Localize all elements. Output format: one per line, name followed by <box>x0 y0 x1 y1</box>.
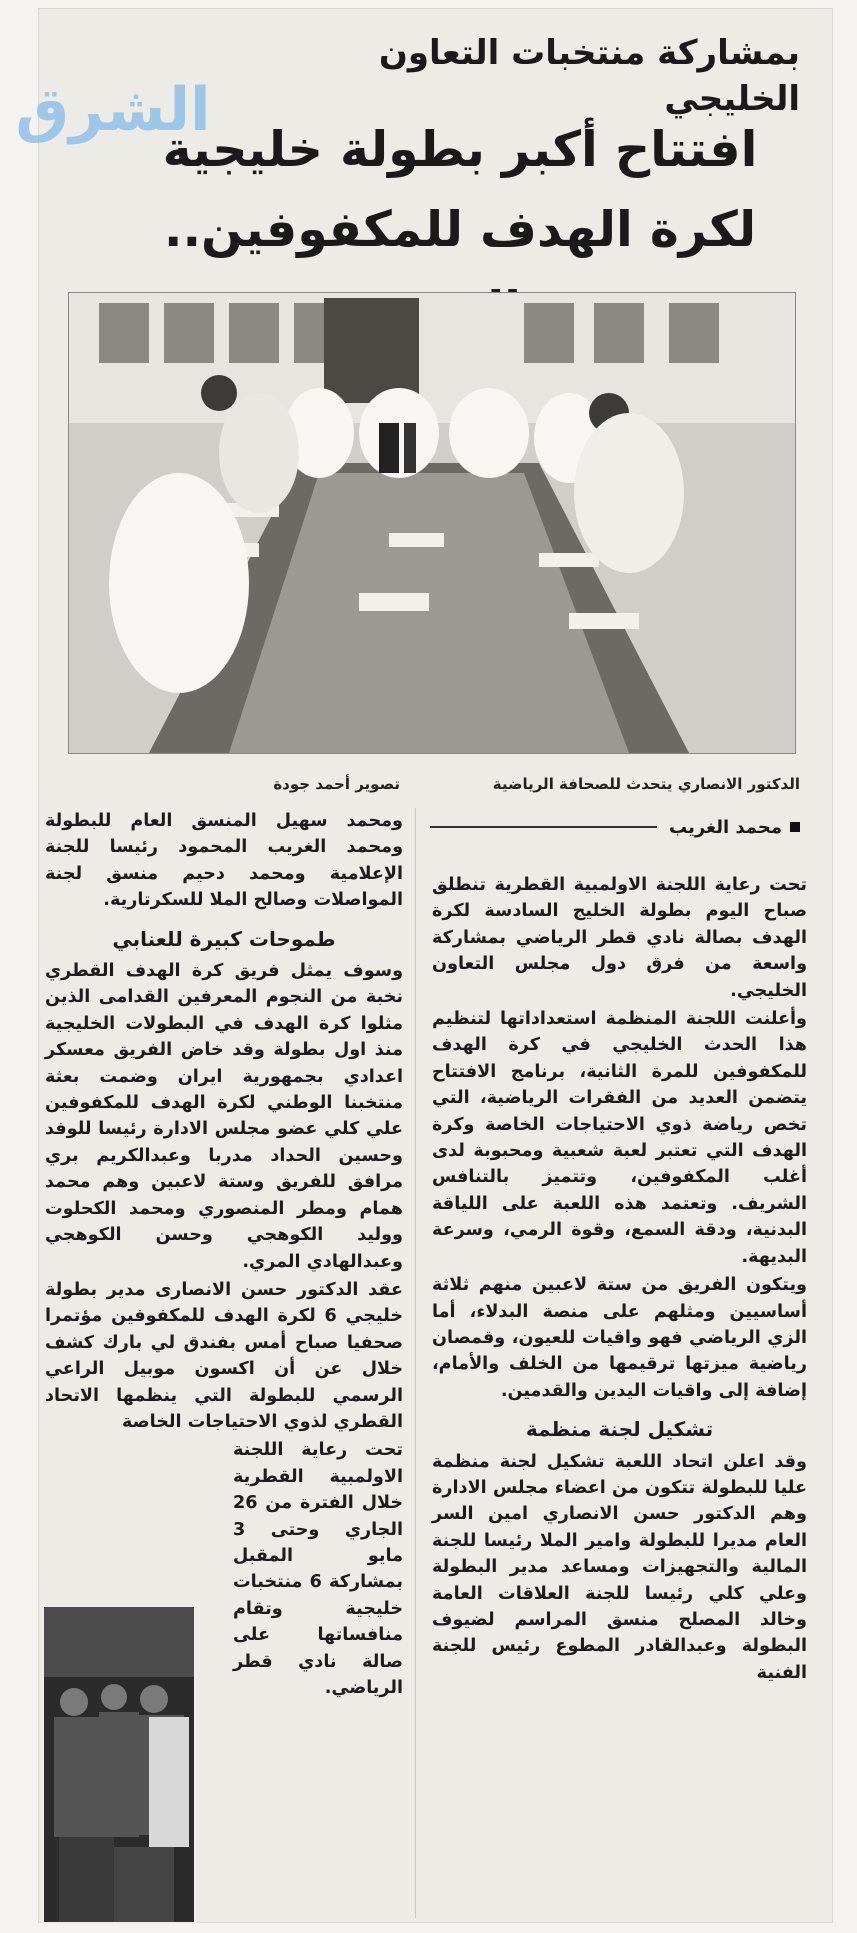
headline-line-1: افتتاح أكبر بطولة خليجية <box>162 121 758 178</box>
byline-square-icon <box>790 822 800 832</box>
photo-illustration <box>69 293 795 753</box>
subheading: طموحات كبيرة للعنابي <box>112 926 336 951</box>
newspaper-logo: الشرق <box>15 75 211 145</box>
byline <box>430 812 800 842</box>
press-conference-photo <box>68 292 796 754</box>
headline-line-2: لكرة الهدف للمكفوفين.. <box>163 201 757 258</box>
paragraph: وأعلنت اللجنة المنظمة استعداداتها لتنظيم هذا الحدث الخليجي في كرة الهدف للمكفوفين للمرة الثانية، برنامج الافتتاح يتضمن العديد من الفقرات الرياضية، التي تخص رياضة ذوي الاحتياجات الخاصة وكرة الهدف التي تعتبر لعبة شعبية ومحبوبة لدى أغلب المكفوفين، وتتميز بالتنافس الشريف. وتعتمد هذه اللعبة على اللياقة البدنية، ودقة السمع، وقوة الرمي، وسرعة البديهة. <box>432 1009 807 1267</box>
photo-credit: تصوير أحمد جودة <box>273 775 400 793</box>
paragraph: ويتكون الفريق من ستة لاعبين منهم ثلاثة أساسيين ومثلهم على منصة البدلاء، أما الزي الرياضي فهو واقيات للعيون، وقمصان رياضية ميزتها ترقيمها من الخلف والأمام، إضافة إلى واقيات اليدين والقدمين. <box>432 1275 807 1401</box>
article-kicker: بمشاركة منتخبات التعاون الخليجي <box>378 33 800 119</box>
paragraph: ومحمد سهيل المنسق العام للبطولة ومحمد الغريب المحمود رئيسا للجنة الإعلامية ومحمد دحيم منسق لجنة المواصلات وصالح الملا للسكرتارية. <box>45 811 403 911</box>
paragraph: تحت رعاية اللجنة الاولمبية القطرية تنطلق صباح اليوم بطولة الخليج السادسة لكرة الهدف بصالة نادي قطر الرياضي بمشاركة واسعة من فرق دول مجلس التعاون الخليجي. <box>432 875 807 1001</box>
byline-author: محمد الغريب <box>669 816 782 838</box>
photo-caption: الدكتور الانصاري يتحدث للصحافة الرياضية <box>492 775 800 793</box>
paragraph: وقد اعلن اتحاد اللعبة تشكيل لجنة منظمة عليا للبطولة تتكون من اعضاء مجلس الادارة وهم الدكتور حسن الانصاري امين السر العام مديرا للبطولة وامير الملا رئيسا للجنة المالية والتجهيزات ومساعد مدير البطولة وعلي كلي رئيسا للجنة العلاقات العامة وخالد المصلح منسق المراسم لضيوف البطولة وعبدالقادر المطوع رئيس للجنة الفنية <box>432 1451 807 1683</box>
players-photo-illustration <box>44 1607 194 1922</box>
byline-rule <box>430 826 657 828</box>
article-column-left <box>45 808 403 1703</box>
article-column-right <box>432 872 807 1688</box>
column-divider <box>415 808 416 1918</box>
subheading: تشكيل لجنة منظمة <box>525 1417 714 1442</box>
paragraph: تحت رعاية اللجنة الاولمبية القطرية خلال الفترة من 26 الجاري وحتى 3 مايو المقبل بمشاركة 6 منتخبات خليجية وتقام منافساتها على صالة نادي قطر الرياضي. <box>233 1440 403 1698</box>
paragraph: وسوف يمثل فريق كرة الهدف القطري نخبة من النجوم المعرفين القدامى الذين مثلوا كرة الهدف في البطولات الخليجية منذ اول بطولة وقد خاض الفريق معسكر اعدادي بجمهورية ايران وضمت بعثة منتخبنا الوطني لكرة الهدف للمكفوفين علي كلي عضو مجلس الادارة رئيسا للوفد وحسين الحداد مدربا وعبدالكريم بري مرافق للفريق وستة لاعبين وهم محمد همام ومطر المنصوري ومحمد الكحلوت ووليد الكوهجي وحسن الكوهجي وعبدالهادي المري. <box>45 961 403 1272</box>
paragraph: عقد الدكتور حسن الانصارى مدير بطولة خليجي 6 لكرة الهدف للمكفوفين مؤتمرا صحفيا صباح أمس بفندق لي بارك كشف خلال عن أن اكسون موبيل الراعي الرسمي للبطولة التي ينظمها الاتحاد القطري لذوي الاحتياجات الخاصة <box>45 1279 403 1432</box>
players-photo <box>42 1605 196 1924</box>
